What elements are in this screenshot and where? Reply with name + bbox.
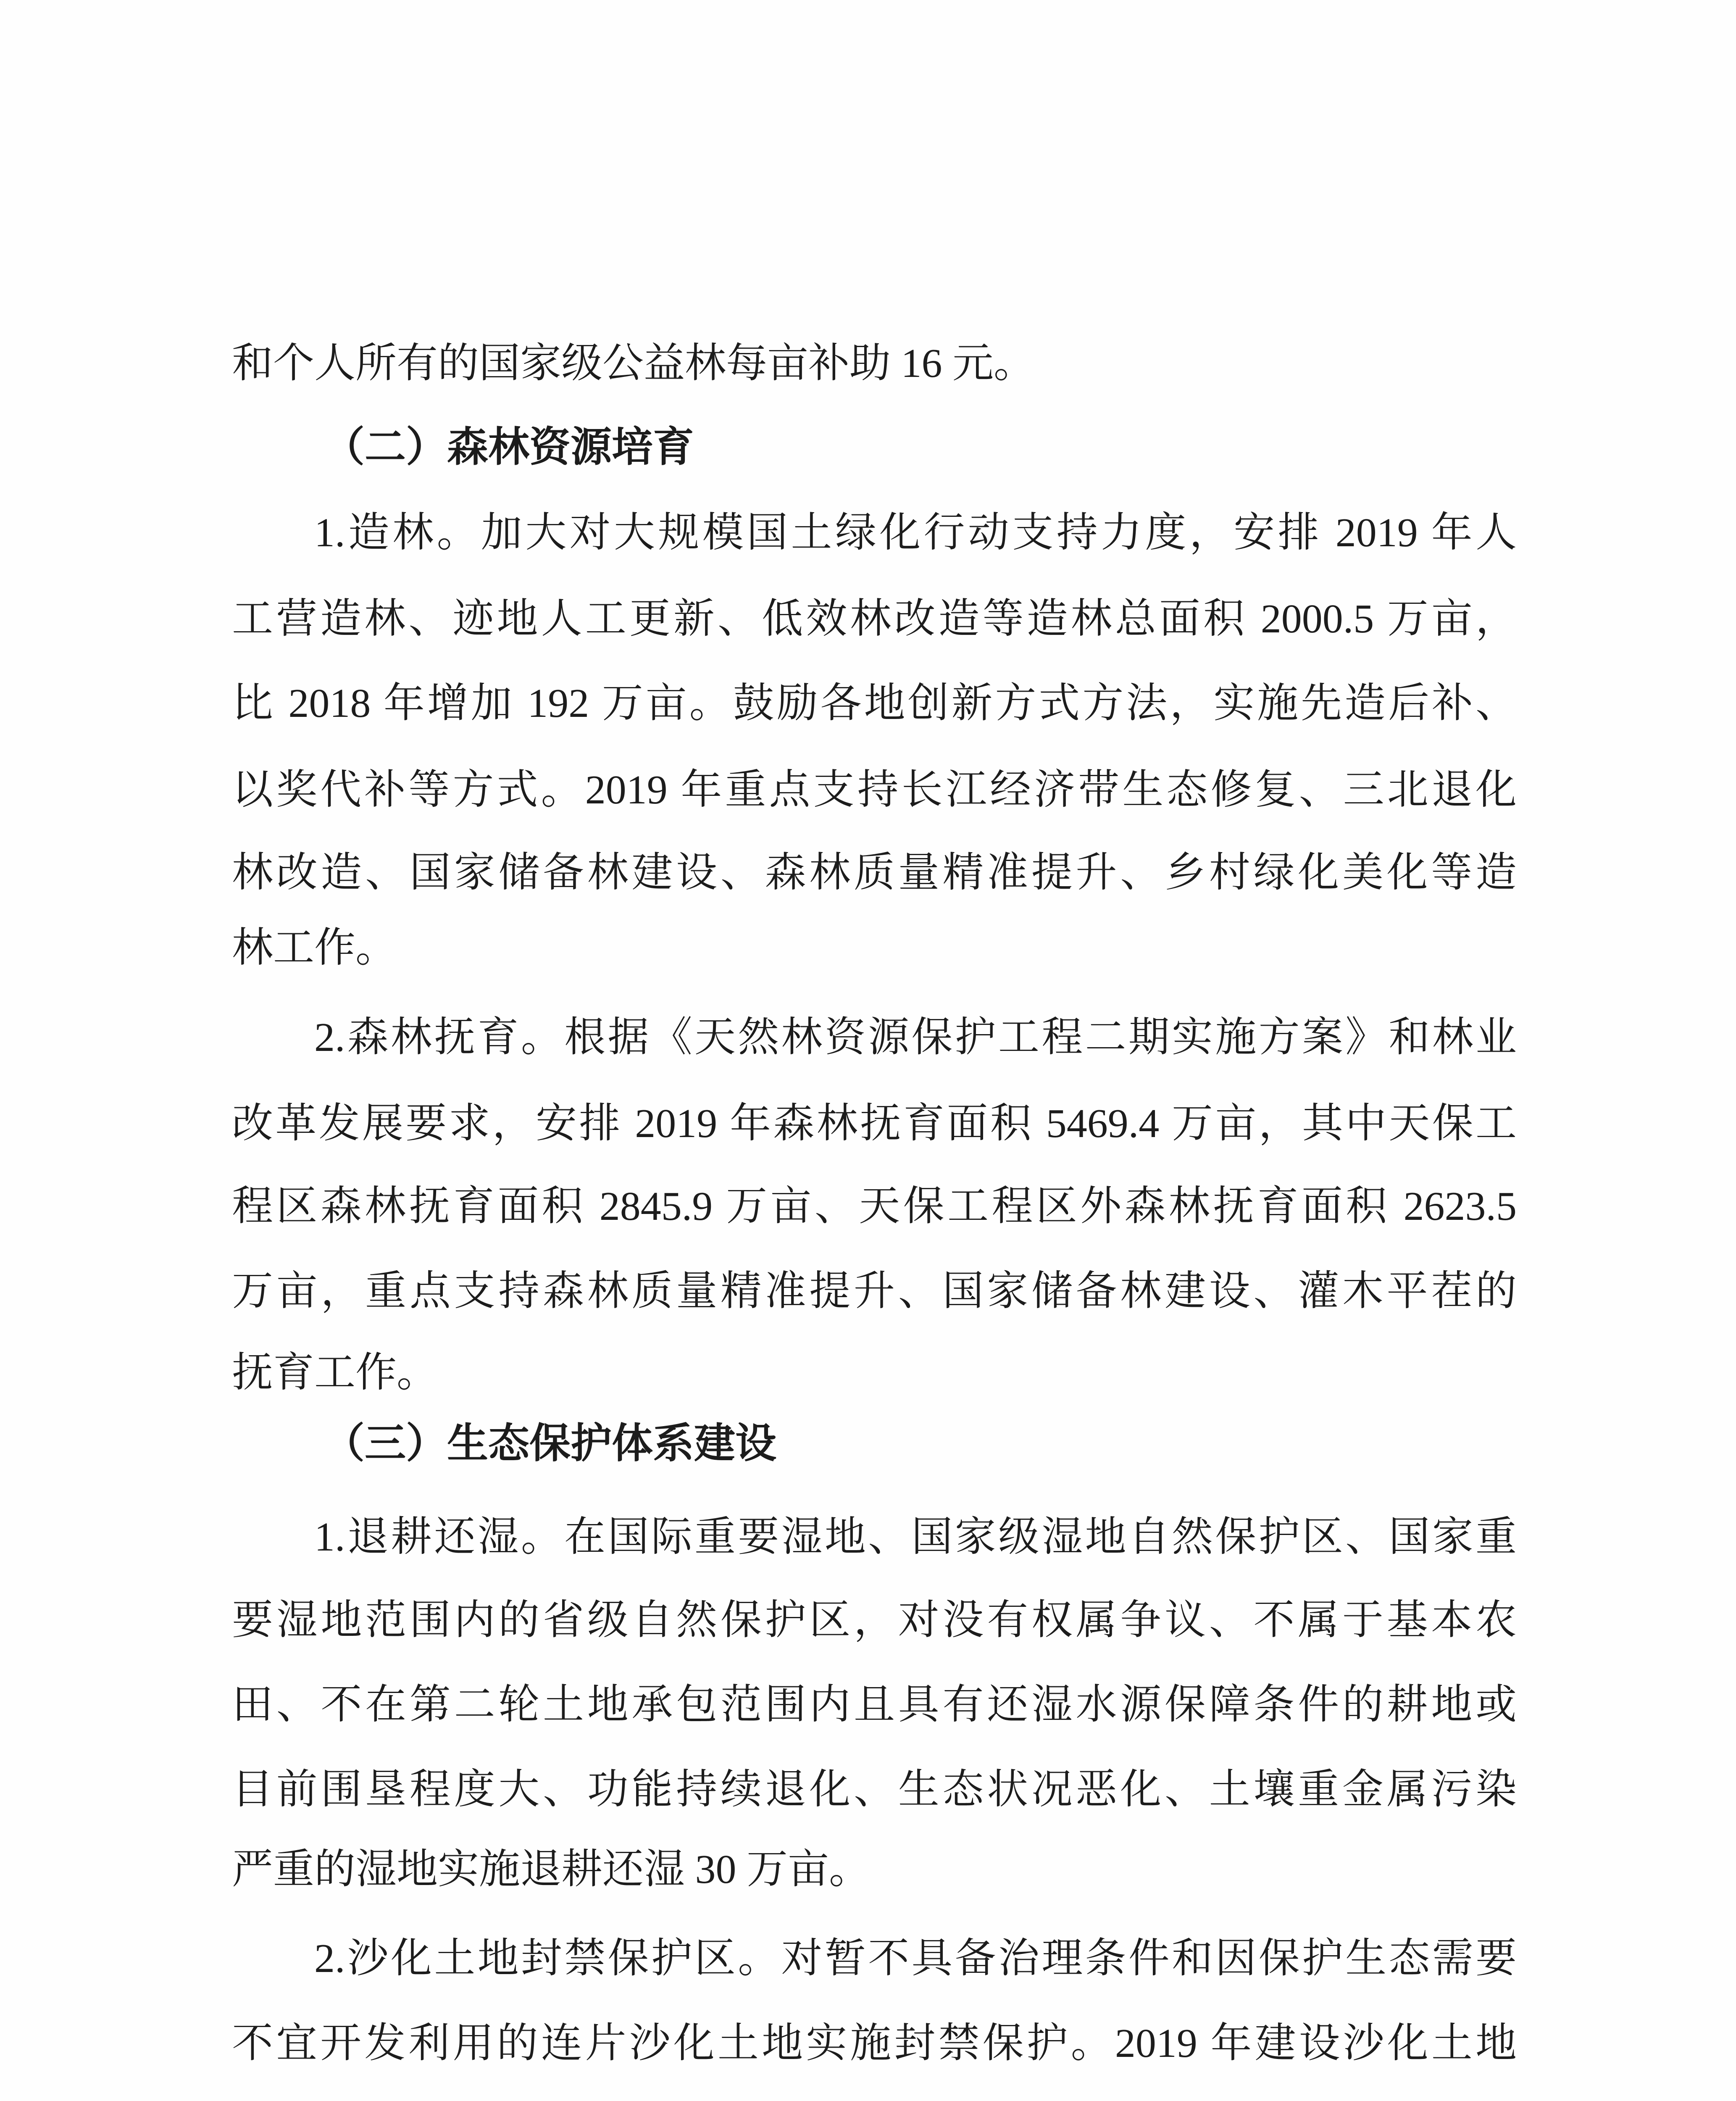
paragraph-line: 不宜开发利用的连片沙化土地实施封禁保护。2019 年建设沙化土地 [232,2021,1517,2066]
paragraph-line: 工营造林、迹地人工更新、低效林改造等造林总面积 2000.5 万亩， [232,596,1517,642]
paragraph-line: 严重的湿地实施退耕还湿 30 万亩。 [232,1847,871,1892]
paragraph-line: 林工作。 [232,925,397,971]
continued-paragraph-line: 和个人所有的国家级公益林每亩补助 16 元。 [232,341,1035,386]
paragraph-line: 要湿地范围内的省级自然保护区，对没有权属争议、不属于基本农 [232,1598,1517,1643]
paragraph-line: 2.森林抚育。根据《天然林资源保护工程二期实施方案》和林业 [314,1015,1517,1060]
paragraph-line: 抚育工作。 [232,1350,438,1395]
paragraph-line: 以奖代补等方式。2019 年重点支持长江经济带生态修复、三北退化 [232,767,1517,813]
paragraph-line: 田、不在第二轮土地承包范围内且具有还湿水源保障条件的耕地或 [232,1682,1517,1727]
section-heading: （二）森林资源培育 [324,424,694,470]
paragraph-line: 林改造、国家储备林建设、森林质量精准提升、乡村绿化美化等造 [232,850,1517,895]
paragraph-line: 程区森林抚育面积 2845.9 万亩、天保工程区外森林抚育面积 2623.5 [232,1184,1517,1229]
section-heading: （三）生态保护体系建设 [324,1420,777,1466]
paragraph-line: 改革发展要求，安排 2019 年森林抚育面积 5469.4 万亩，其中天保工 [232,1101,1517,1146]
paragraph-line: 2.沙化土地封禁保护区。对暂不具备治理条件和因保护生态需要 [314,1936,1517,1981]
paragraph-line: 目前围垦程度大、功能持续退化、生态状况恶化、土壤重金属污染 [232,1767,1517,1812]
paragraph-line: 万亩，重点支持森林质量精准提升、国家储备林建设、灌木平茬的 [232,1269,1517,1314]
paragraph-line: 1.造林。加大对大规模国土绿化行动支持力度，安排 2019 年人 [314,510,1517,556]
paragraph-line: 比 2018 年增加 192 万亩。鼓励各地创新方式方法，实施先造后补、 [232,681,1517,726]
paragraph-line: 1.退耕还湿。在国际重要湿地、国家级湿地自然保护区、国家重 [314,1514,1517,1560]
